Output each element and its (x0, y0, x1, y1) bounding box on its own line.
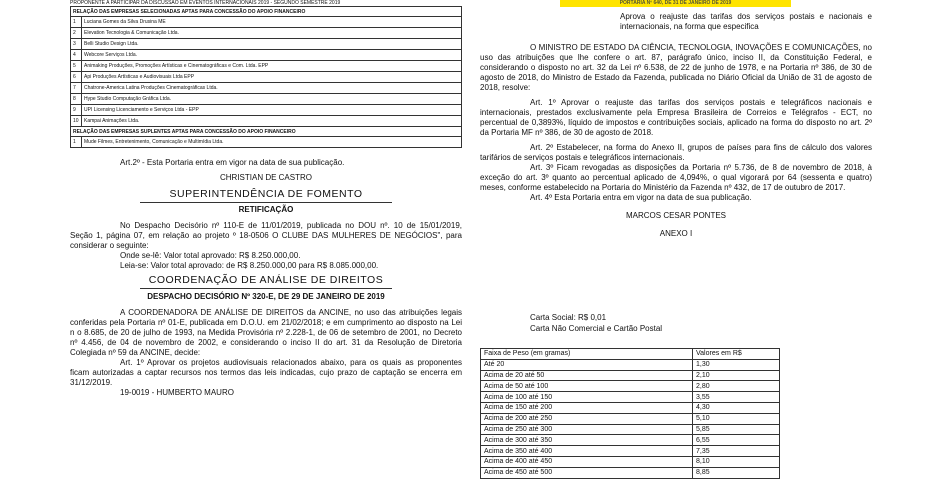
row-number: 4 (71, 50, 82, 61)
ementa: Aprova o reajuste das tarifas dos serviços postais e nacionais e internacionais, na forma que especifica (620, 12, 872, 31)
row-number: 1 (71, 137, 82, 148)
section-title-direitos: COORDENAÇÃO DE ANÁLISE DE DIREITOS (148, 274, 384, 286)
table-row (71, 116, 462, 127)
company-name: Mude Filmes, Entretenimento, Comunicação e Multimídia Ltda. (82, 137, 462, 148)
table-row (481, 392, 780, 403)
row-number: 1 (71, 17, 82, 28)
table-row (481, 370, 780, 381)
company-name: Chatrone-America Latina Produções Cinematográficas Ltda. (82, 83, 462, 94)
row-number: 8 (71, 94, 82, 105)
price-value: 1,30 (693, 359, 780, 370)
weight-range: Acima de 200 até 250 (481, 413, 693, 424)
table-row (71, 83, 462, 94)
section-header-text: RELAÇÃO DAS EMPRESAS SUPLENTES APTAS PARA CONCESSÃO DO APOIO FINANCEIRO (71, 127, 462, 137)
price-value: 7,35 (693, 446, 780, 457)
price-value: 6,55 (693, 435, 780, 446)
rates-header-row (481, 349, 780, 360)
table-row (71, 17, 462, 28)
table-row (71, 72, 462, 83)
price-value: 4,30 (693, 402, 780, 413)
table-row (481, 402, 780, 413)
row-number: 3 (71, 39, 82, 50)
price-value: 2,10 (693, 370, 780, 381)
weight-range: Acima de 150 até 200 (481, 402, 693, 413)
rates-header-cell: Faixa de Peso (em gramas) (481, 349, 693, 360)
despacho-title: DESPACHO DECISÓRIO Nº 320-E, DE 29 DE JANEIRO DE 2019 (147, 292, 385, 301)
weight-range: Acima de 350 até 400 (481, 446, 693, 457)
retificacao-leia: Leia-se: Valor total aprovado: de R$ 8.250.000,00 para R$ 8.085.000,00. (120, 261, 379, 270)
highlighted-banner: PORTARIA Nº 640, DE 31 DE JANEIRO DE 2019 (560, 0, 791, 7)
weight-range: Acima de 400 até 450 (481, 456, 693, 467)
table-section-header (71, 127, 462, 137)
company-name: Kampai Animações Ltda. (82, 116, 462, 127)
section-title-fomento: SUPERINTENDÊNCIA DE FOMENTO (169, 188, 363, 200)
table-row (71, 61, 462, 72)
company-name: Webcore Serviços Ltda. (82, 50, 462, 61)
weight-range: Acima de 300 até 350 (481, 435, 693, 446)
companies-table (70, 6, 462, 148)
table-row (71, 28, 462, 39)
despacho-project: 19-0019 - HUMBERTO MAURO (120, 388, 234, 397)
row-number: 2 (71, 28, 82, 39)
company-name: UPI Licensing Licenciamento e Serviços Ltda - EPP (82, 105, 462, 116)
company-name: Belli Studio Design Ltda. (82, 39, 462, 50)
weight-range: Acima de 450 até 500 (481, 467, 693, 478)
preamble: O MINISTRO DE ESTADO DA CIÊNCIA, TECNOLOGIA, INOVAÇÕES E COMUNICAÇÕES, no uso das atribuições que lhe confere o art. 87, parágrafo único, inciso II, da Constituição Federal, e considerando o disposto no art. 32 da Lei nº 6.538, de 22 de junho de 1978, e na Portaria nº 386, de 30 de agosto de 2018, do Ministro de Estado da Fazenda, publicada no Diário Oficial da União de 31 de agosto de 2018, resolve: (480, 43, 872, 92)
row-number: 9 (71, 105, 82, 116)
retificacao-paragraph: No Despacho Decisório nº 110-E de 11/01/2019, publicada no DOU nº. 10 de 15/01/2019, Seção 1, página 07, em relação ao projeto º 18-0506 O CLUBE DAS MULHERES DE NEGÓCIOS", para considerar o seguinte: (70, 221, 462, 250)
annex-title: ANEXO I (659, 229, 693, 238)
table-row (481, 381, 780, 392)
section-header-text: RELAÇÃO DAS EMPRESAS SELECIONADAS APTAS PARA CONCESSÃO DO APOIO FINANCEIRO (71, 7, 462, 17)
table-row (481, 446, 780, 457)
table-row (481, 359, 780, 370)
row-number: 6 (71, 72, 82, 83)
table-row (71, 94, 462, 105)
table-row (71, 50, 462, 61)
price-value: 2,80 (693, 381, 780, 392)
article-2: Art. 2º Estabelecer, na forma do Anexo II, grupos de países para fins de cálculo dos valores tarifários de serviços postais e telegráficos internacionais. (480, 143, 872, 162)
price-value: 8,10 (693, 456, 780, 467)
row-number: 7 (71, 83, 82, 94)
retificacao-heading: RETIFICAÇÃO (238, 205, 294, 214)
weight-range: Até 20 (481, 359, 693, 370)
row-number: 5 (71, 61, 82, 72)
table-row (481, 456, 780, 467)
top-cut-text: PROPONENTE A PARTICIPAR DA DISCUSSÃO EM EVENTOS INTERNACIONAIS 2019 - SEGUNDO SEMESTRE 2019 (70, 0, 341, 6)
company-name: Elevation Tecnologia & Comunicação Ltda. (82, 28, 462, 39)
postal-rates-table (480, 348, 780, 479)
article-1: Art. 1º Aprovar o reajuste das tarifas dos serviços postais e telegráficos nacionais e internacionais, prestados exclusivamente pela Empresa Brasileira de Correios e Telégrafos - ECT, no percentual de 0,3893%, líquido de impostos e contribuições sociais, aplicado na forma do disposto no art. 2º da Portaria MF nº 386, de 30 de agosto de 2018. (480, 98, 872, 137)
price-value: 8,85 (693, 467, 780, 478)
signature-pontes: MARCOS CESAR PONTES (625, 211, 726, 220)
art2-left: Art.2º - Esta Portaria entra em vigor na data de sua publicação. (120, 158, 345, 167)
company-name: Api Produções Artísticas e Audiovisuais Ltda EPP (82, 72, 462, 83)
right-column (480, 0, 872, 477)
carta-nao-comercial: Carta Não Comercial e Cartão Postal (530, 324, 663, 333)
left-column (70, 0, 462, 398)
despacho-art1: Art. 1º Aprovar os projetos audiovisuais relacionados abaixo, para os quais as proponentes ficam autorizadas a captar recursos nos termos das leis indicadas, cujo prazo de captação se encerra em 31/12/2019. (70, 358, 462, 387)
table-row (481, 435, 780, 446)
article-4: Art. 4º Esta Portaria entra em vigor na data de sua publicação. (530, 193, 752, 202)
company-name: Hype Studio Computação Gráfica Ltda. (82, 94, 462, 105)
table-row (481, 424, 780, 435)
table-row (481, 467, 780, 478)
table-row (71, 39, 462, 50)
table-row (71, 105, 462, 116)
carta-social: Carta Social: R$ 0,01 (530, 313, 607, 322)
table-row (71, 137, 462, 148)
article-3: Art. 3º Ficam revogadas as disposições da Portaria nº 5.736, de 8 de novembro de 2018, à exceção do art. 3º quanto ao percentual aplicado de 4,094%, o qual vigorará por 64 (sessenta e quatro) meses, conforme estabelecido na Portaria do Ministério da Fazenda nº 432, de 17 de outubro de 2017. (480, 163, 872, 192)
weight-range: Acima de 50 até 100 (481, 381, 693, 392)
price-value: 5,85 (693, 424, 780, 435)
table-row (481, 413, 780, 424)
despacho-paragraph: A COORDENADORA DE ANÁLISE DE DIREITOS da ANCINE, no uso das atribuições legais conferidas pela Portaria nº 01-E, publicada em D.O.U. em 21/02/2018; e em cumprimento ao disposto na Lei n o 8.685, de 20 de julho de 1993, na Medida Provisória nº 2.228-1, de 06 de setembro de 2001, no Decreto nº 4.456, de 04 de novembro de 2002, e considerando o inciso II do art. 31 da Resolução de Diretoria Colegiada nº 59 da ANCINE, decide: (70, 308, 462, 357)
company-name: Luciana Gomes da Silva Drusina ME (82, 17, 462, 28)
price-value: 3,55 (693, 392, 780, 403)
weight-range: Acima de 20 até 50 (481, 370, 693, 381)
table-section-header (71, 7, 462, 17)
weight-range: Acima de 100 até 150 (481, 392, 693, 403)
retificacao-onde: Onde se-lê: Valor total aprovado: R$ 8.250.000,00. (120, 251, 301, 260)
price-value: 5,10 (693, 413, 780, 424)
signature-castro: CHRISTIAN DE CASTRO (219, 173, 312, 182)
row-number: 10 (71, 116, 82, 127)
rates-header-cell: Valores em R$ (693, 349, 780, 360)
weight-range: Acima de 250 até 300 (481, 424, 693, 435)
company-name: Animaking Produções, Promoções Artísticas e Cinematográficas e Com. Ltda. EPP (82, 61, 462, 72)
